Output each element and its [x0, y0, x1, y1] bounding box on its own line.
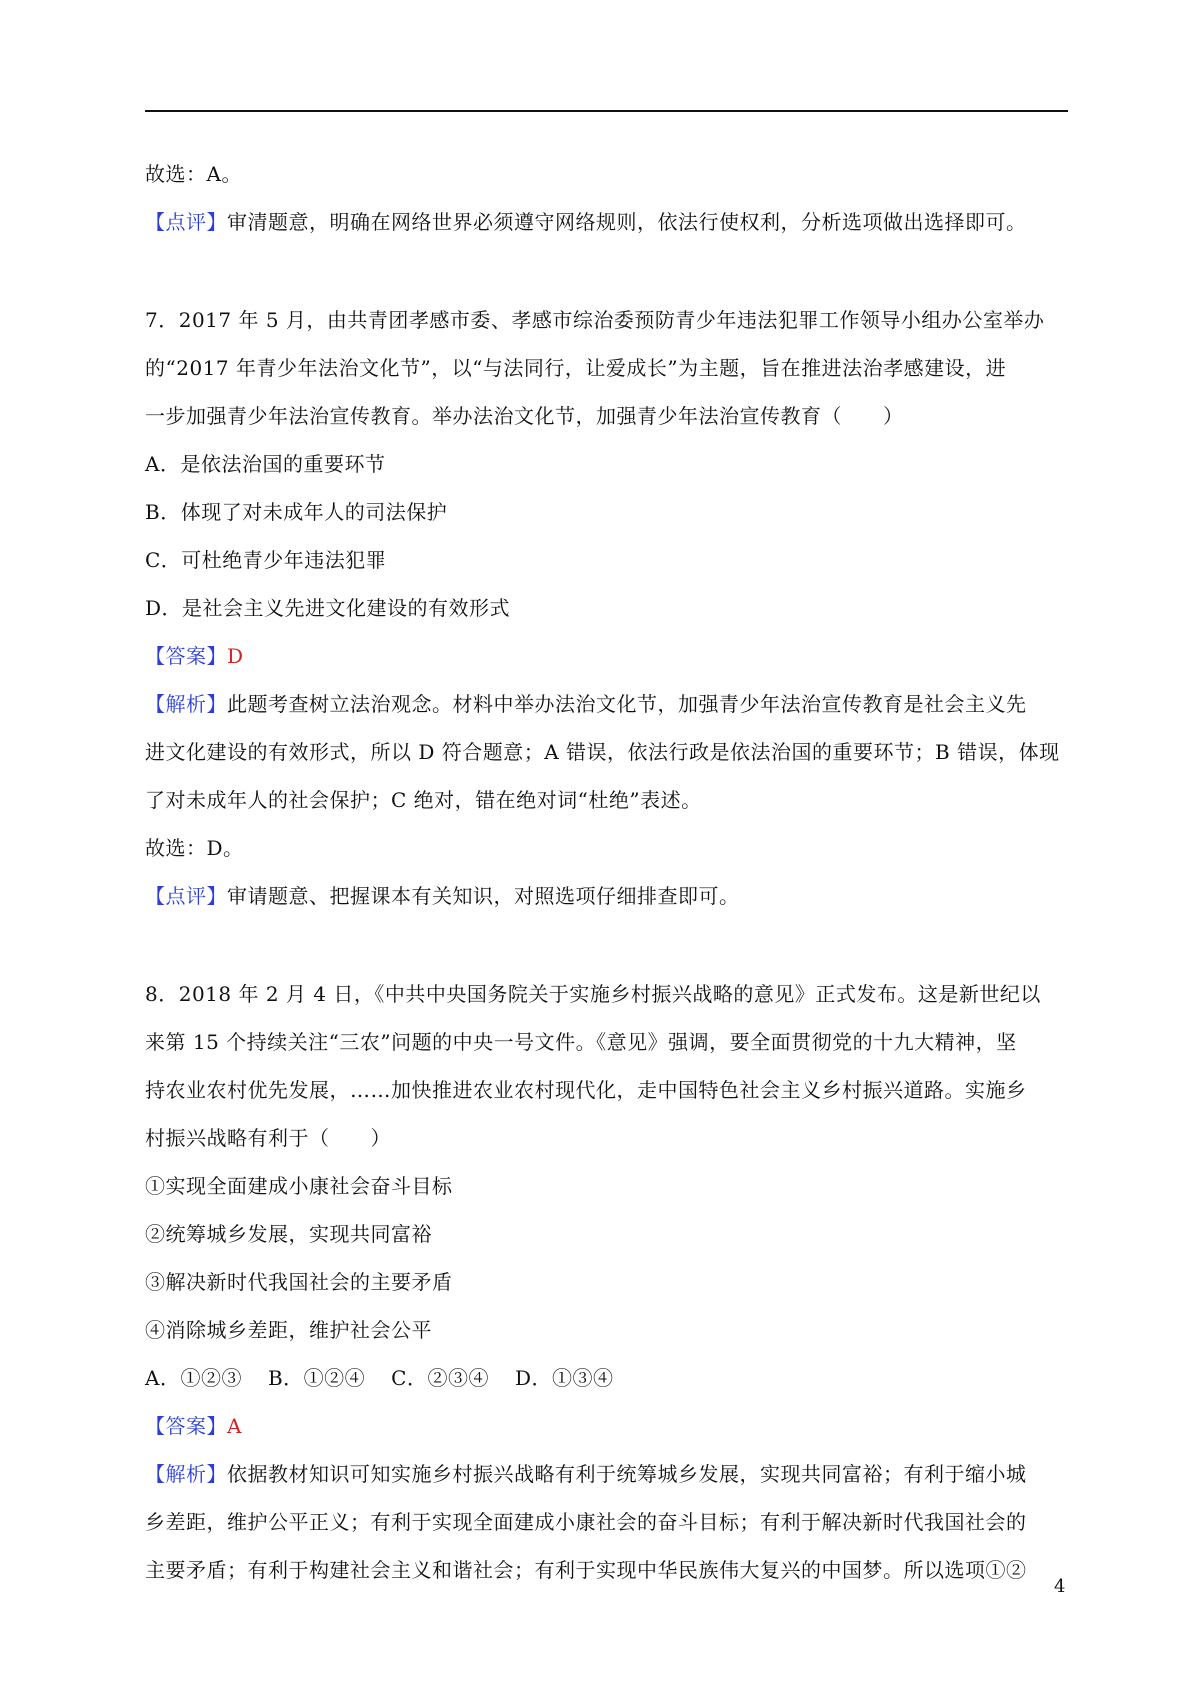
answer-tag: 【答案】	[145, 644, 227, 668]
header-rule	[145, 110, 1068, 112]
analysis-text: 此题考查树立法治观念。材料中举办法治文化节，加强青少年法治宣传教育是社会主义先	[227, 692, 1027, 716]
q8-analysis-line-1	[145, 1450, 1068, 1498]
q7-option-c: C．可杜绝青少年违法犯罪	[145, 548, 387, 572]
q8-analysis-line-2: 乡差距，维护公平正义；有利于实现全面建成小康社会的奋斗目标；有利于解决新时代我国社会的	[145, 1510, 1027, 1534]
q7-analysis-line-1	[145, 680, 1068, 728]
document-content	[145, 150, 1068, 1594]
q8-stem-line-2: 来第 15 个持续关注“三农”问题的中央一号文件。《意见》强调，要全面贯彻党的十九大精神，坚	[145, 1030, 1017, 1054]
q8-option-c: C．②③④	[391, 1366, 489, 1390]
q7-analysis-line-2: 进文化建设的有效形式，所以 D 符合题意；A 错误，依法行政是依法治国的重要环节；B 错误，体现	[145, 740, 1060, 764]
q8-stem-line-4: 村振兴战略有利于（ ）	[145, 1126, 391, 1150]
prev-choice: 故选：A。	[145, 162, 242, 186]
q8-item-2: ②统筹城乡发展，实现共同富裕	[145, 1222, 432, 1246]
comment-text: 审清题意，明确在网络世界必须遵守网络规则，依法行使权利，分析选项做出选择即可。	[227, 210, 1027, 234]
q7-stem-line-1: 7．2017 年 5 月，由共青团孝感市委、孝感市综治委预防青少年违法犯罪工作领导小组办公室举办	[145, 308, 1045, 332]
comment-tag: 【点评】	[145, 210, 227, 234]
answer-value: A	[227, 1414, 242, 1438]
q7-analysis-line-3: 了对未成年人的社会保护；C 绝对，错在绝对词“杜绝”表述。	[145, 788, 702, 812]
q7-stem-line-2: 的“2017 年青少年法治文化节”，以“与法同行，让爱成长”为主题，旨在推进法治孝感建设，进	[145, 356, 1007, 380]
analysis-tag: 【解析】	[145, 1462, 227, 1486]
comment-tag: 【点评】	[145, 884, 227, 908]
q8-option-d: D．①③④	[514, 1366, 614, 1390]
q7-option-b: B．体现了对未成年人的司法保护	[145, 500, 448, 524]
q8-options	[145, 1354, 1068, 1402]
q7-option-a: A．是依法治国的重要环节	[145, 452, 386, 476]
q8-answer	[145, 1402, 1068, 1450]
comment-text: 审请题意、把握课本有关知识，对照选项仔细排查即可。	[227, 884, 740, 908]
analysis-text: 依据教材知识可知实施乡村振兴战略有利于统筹城乡发展，实现共同富裕；有利于缩小城	[227, 1462, 1027, 1486]
q8-analysis-line-3: 主要矛盾；有利于构建社会主义和谐社会；有利于实现中华民族伟大复兴的中国梦。所以选项①②	[145, 1558, 1027, 1582]
q8-item-1: ①实现全面建成小康社会奋斗目标	[145, 1174, 453, 1198]
q8-option-b: B．①②④	[267, 1366, 366, 1390]
spacer	[145, 920, 1068, 970]
answer-value: D	[227, 644, 244, 668]
q7-stem-line-3: 一步加强青少年法治宣传教育。举办法治文化节，加强青少年法治宣传教育（ ）	[145, 404, 904, 428]
page-number: 4	[1054, 1576, 1066, 1597]
q7-choice: 故选：D。	[145, 836, 244, 860]
q7-option-d: D．是社会主义先进文化建设的有效形式	[145, 596, 511, 620]
q7-answer	[145, 632, 1068, 680]
q7-comment	[145, 872, 1068, 920]
prev-comment	[145, 198, 1068, 246]
analysis-tag: 【解析】	[145, 692, 227, 716]
spacer	[145, 246, 1068, 296]
q8-stem-line-3: 持农业农村优先发展，……加快推进农业农村现代化，走中国特色社会主义乡村振兴道路。实施乡	[145, 1078, 1027, 1102]
q8-item-4: ④消除城乡差距，维护社会公平	[145, 1318, 432, 1342]
q8-item-3: ③解决新时代我国社会的主要矛盾	[145, 1270, 453, 1294]
q8-option-a: A．①②③	[145, 1366, 242, 1390]
q8-stem-line-1: 8．2018 年 2 月 4 日，《中共中央国务院关于实施乡村振兴战略的意见》正式发布。这是新世纪以	[145, 982, 1041, 1006]
answer-tag: 【答案】	[145, 1414, 227, 1438]
